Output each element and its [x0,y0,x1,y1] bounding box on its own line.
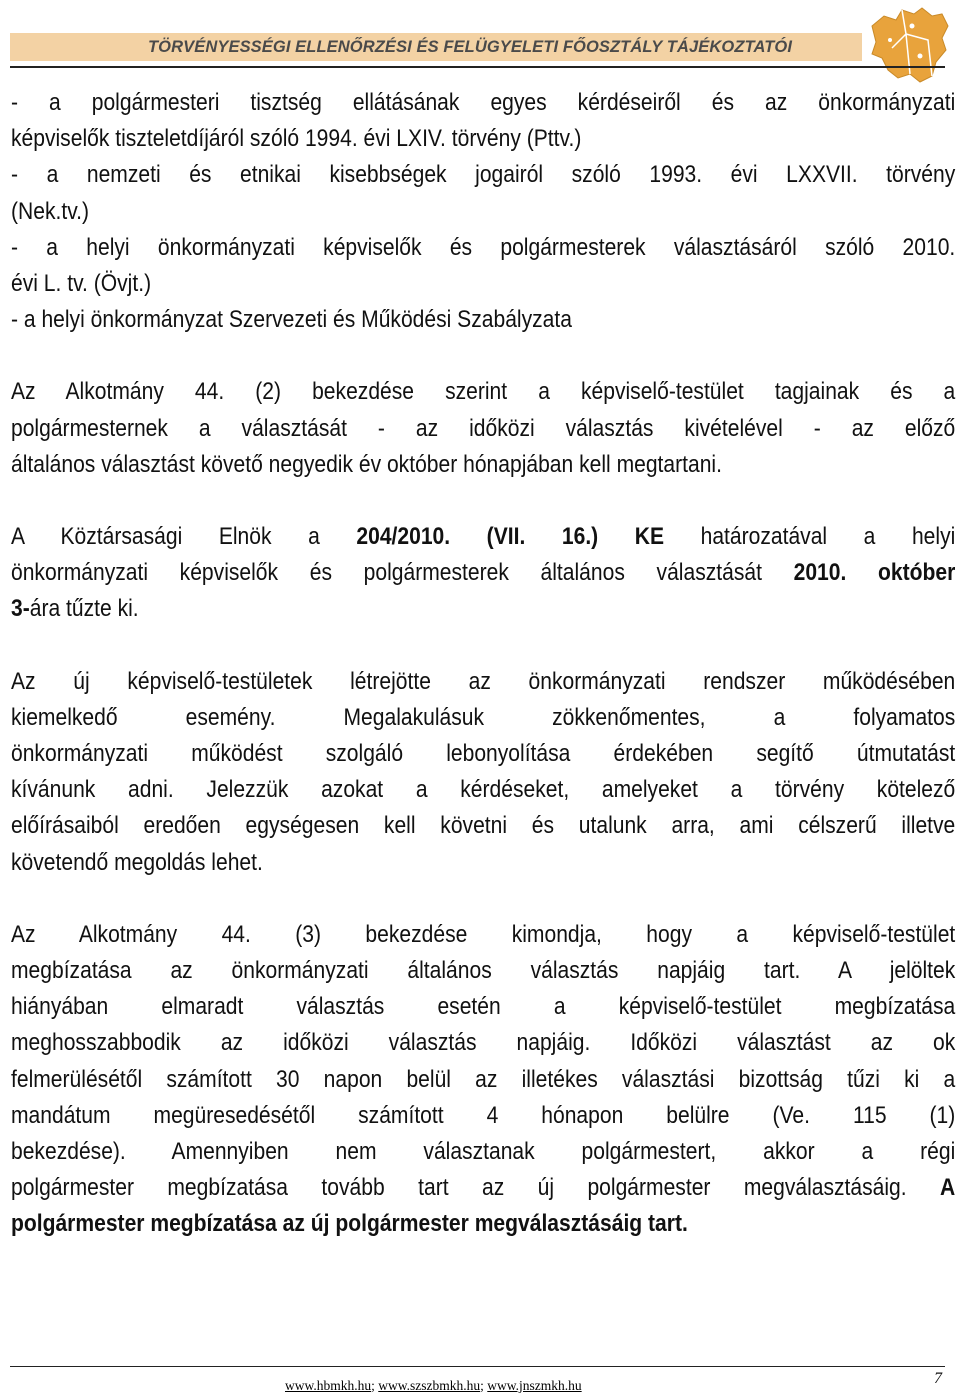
election-date: 2010. október [793,559,956,587]
text-line: általános választást követő negyedik év október hónapjában kell megtartani. [11,450,722,478]
text-span: ára tűzte ki. [29,595,139,623]
list-item: - a helyi önkormányzati képviselők és polgármesterek választásáról szóló 2010. [11,233,956,261]
text-line: önkormányzati működést szolgáló lebonyolítása érdekében segítő útmutatást [11,740,956,768]
paragraph-presidential-decree [11,519,956,628]
list-item: képviselők tiszteletdíjáról szóló 1994. évi LXIV. törvény (Pttv.) [11,125,582,153]
page-number: 7 [934,1370,942,1387]
text-line [11,591,955,627]
text-line [11,1170,955,1206]
text-line: előírásaiból eredően egységesen kell követni és utalunk arra, ami célszerű illetve [11,812,956,840]
text-line: megbízatása az önkormányzati általános választás napjáig tart. A jelöltek [11,957,956,985]
emphasis-line [11,1206,955,1242]
footer-link-szszbmkh[interactable]: www.szszbmkh.hu [378,1378,481,1393]
list-item: évi L. tv. (Övjt.) [11,270,152,298]
header-title: TÖRVÉNYESSÉGI ELLENŐRZÉSI ÉS FELÜGYELETI FŐOSZTÁLY TÁJÉKOZTATÓI [148,38,793,56]
footer-rule [10,1366,945,1367]
footer-separator: ; [480,1378,488,1393]
text-line [11,555,955,591]
list-item: - a helyi önkormányzat Szervezeti és Működési Szabályzata [11,306,572,334]
text-line: kívánunk adni. Jelezzük azokat a kérdéseket, amelyeket a törvény kötelező [11,776,956,804]
footer-links [285,1378,582,1394]
text-line: Az Alkotmány 44. (3) bekezdése kimondja, hogy a képviselő-testület [11,920,956,948]
list-item: - a polgármesteri tisztség ellátásának egyes kérdéseiről és az önkormányzati [11,89,956,116]
text-line: mandátum megüresedésétől számított 4 hónapon belülre (Ve. 115 (1) [11,1101,956,1129]
text-line: hiányában elmaradt választás esetén a képviselő-testület megbízatása [11,993,956,1021]
text-span: polgármester megbízatása tovább tart az új polgármester megválasztásáig. [11,1174,941,1202]
text-line: polgármesternek a választását - az időközi választás kivételével - az előző [11,414,956,442]
text-line: meghosszabbodik az időközi választás napjáig. Időközi választást az ok [11,1029,956,1057]
text-line [11,519,955,555]
paragraph-mandate [11,917,956,1243]
text-span: önkormányzati képviselők és polgármesterek általános választását [11,559,794,587]
paragraph-election-date [11,374,956,483]
text-span: határozatával a helyi [664,523,956,551]
decree-number: 204/2010. (VII. 16.) KE [356,523,665,551]
legislation-list [11,85,956,338]
emphasis-text: polgármester megbízatása az új polgármester megválasztásáig tart. [11,1210,688,1238]
text-line: követendő megoldás lehet. [11,848,263,876]
text-line: kiemelkedő esemény. Megalakulásuk zökkenőmentes, a folyamatos [11,703,956,731]
region-map-logo [862,4,952,88]
election-day: 3- [11,595,30,623]
list-item: - a nemzeti és etnikai kisebbségek jogairól szóló 1993. évi LXXVII. törvény [11,161,956,189]
text-span: A Köztársasági Elnök a [11,523,357,551]
text-line: Az új képviselő-testületek létrejötte az önkormányzati rendszer működésében [11,667,956,695]
text-line: Az Alkotmány 44. (2) bekezdése szerint a képviselő-testület tagjainak és a [11,378,956,406]
emphasis-text: A [940,1174,956,1202]
footer-link-hbmkh[interactable]: www.hbmkh.hu [285,1378,372,1393]
list-item: (Nek.tv.) [11,197,90,225]
footer-link-jnszmkh[interactable]: www.jnszmkh.hu [487,1378,582,1393]
text-line: bekezdése). Amennyiben nem választanak polgármestert, akkor a régi [11,1138,956,1166]
header-rule [10,66,945,68]
document-body [11,85,956,1243]
footer-separator: ; [371,1378,379,1393]
paragraph-guidance [11,664,956,881]
text-line: felmerülésétől számított 30 napon belül az illetékes választási bizottság tűzi ki a [11,1065,956,1093]
